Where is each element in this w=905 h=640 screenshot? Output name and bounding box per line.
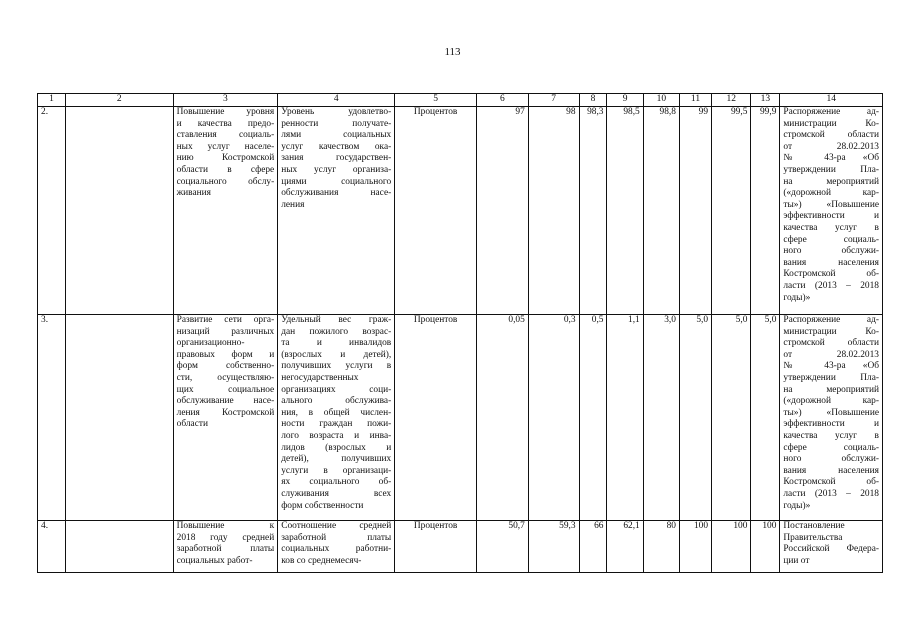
goal-text — [173, 315, 278, 521]
goal-text-line: щих социальное — [176, 384, 275, 395]
source-text-line: министрации Ко- — [783, 326, 879, 337]
column-2-cell — [65, 315, 173, 521]
source-text-line: качества услуг в — [783, 430, 879, 441]
goal-text-line: Повышение к — [176, 521, 275, 531]
source-text-line: ласти (2013 – 2018 — [783, 488, 879, 499]
indicator-text-line: детей), получивших — [281, 454, 392, 465]
goal-text-line: правовых форм и — [176, 349, 275, 360]
goal-text-line: ления Костромской — [176, 407, 275, 418]
indicator-text-line: услуг качеством ока- — [281, 141, 392, 152]
source-text-line: Российской Федера- — [783, 544, 879, 555]
value-cell: 62,1 — [607, 521, 643, 573]
value-cell: 100 — [679, 521, 711, 573]
source-text-line: («дорожной кар- — [783, 188, 879, 199]
unit-cell: Процентов — [395, 521, 477, 573]
column-number-12: 12 — [712, 94, 751, 107]
indicator-text-line: заработной платы — [281, 532, 392, 543]
column-number-7: 7 — [528, 94, 579, 107]
indicator-text-line: организациях соци- — [281, 384, 392, 395]
source-text-line: эффективности и — [783, 419, 879, 430]
source-text-line: стромской области — [783, 338, 879, 349]
column-number-9: 9 — [607, 94, 643, 107]
value-cell: 98,3 — [579, 107, 607, 315]
column-number-8: 8 — [579, 94, 607, 107]
source-text-line: министрации Ко- — [783, 118, 879, 129]
value-cell: 66 — [579, 521, 607, 573]
column-number-14: 14 — [780, 94, 883, 107]
source-text-line: от 28.02.2013 — [783, 141, 879, 152]
indicator-text-line: ях социального об- — [281, 477, 392, 488]
source-text-line: утверждении Пла- — [783, 164, 879, 175]
column-2-cell — [65, 107, 173, 315]
indicator-text-line: (взрослых и детей), — [281, 349, 392, 360]
row-number: 3. — [38, 315, 66, 521]
value-cell: 98,5 — [607, 107, 643, 315]
indicator-text-line: негосударственных — [281, 372, 359, 383]
indicator-text-line: ности граждан пожи- — [281, 419, 392, 430]
source-text-line: от 28.02.2013 — [783, 349, 879, 360]
goal-text-line: и качества предо- — [176, 118, 275, 129]
goal-text — [173, 521, 278, 573]
column-number-11: 11 — [679, 94, 711, 107]
value-cell: 5,0 — [712, 315, 751, 521]
column-2-cell — [65, 521, 173, 573]
source-text — [780, 521, 883, 573]
column-number-1: 1 — [38, 94, 66, 107]
source-text-line: качества услуг в — [783, 222, 879, 233]
source-text-line: Постановление — [783, 521, 845, 531]
value-cell: 97 — [477, 107, 529, 315]
value-cell: 59,3 — [528, 521, 579, 573]
value-cell: 50,7 — [477, 521, 529, 573]
table-row — [38, 521, 883, 573]
indicator-text-line: ния, в общей числен- — [281, 407, 392, 418]
goal-text-line: заработной платы — [176, 544, 275, 555]
source-text-line: эффективности и — [783, 211, 879, 222]
source-text-line: годы)» — [783, 292, 811, 303]
goal-text-line: ставления социаль- — [176, 130, 275, 141]
goal-text-line: социальных работ- — [176, 555, 253, 566]
indicator-text-line: Удельный вес граж- — [281, 315, 392, 325]
source-text-line: № 43-ра «Об — [783, 153, 879, 164]
value-cell: 5,0 — [679, 315, 711, 521]
column-number-row — [38, 94, 883, 107]
source-text-line: сфере социаль- — [783, 234, 879, 245]
row-number: 4. — [38, 521, 66, 573]
source-text-line: ного обслужи- — [783, 246, 879, 257]
value-cell: 3,0 — [643, 315, 679, 521]
source-text — [780, 315, 883, 521]
indicator-text-line: ренности получате- — [281, 118, 392, 129]
indicator-text-line: ков со среднемесяч- — [281, 555, 362, 566]
source-text-line: на мероприятий — [783, 384, 879, 395]
indicator-text-line: социальных работни- — [281, 544, 392, 555]
source-text-line: стромской области — [783, 130, 879, 141]
source-text-line: вания населения — [783, 257, 879, 268]
goal-text-line: низаций различных — [176, 326, 275, 337]
goal-text-line: области — [176, 419, 208, 430]
source-text-line: вания населения — [783, 465, 879, 476]
indicator-text-line: циями социального — [281, 176, 392, 187]
row-number: 2. — [38, 107, 66, 315]
source-text-line: утверждении Пла- — [783, 372, 879, 383]
indicator-text-line: та и инвалидов — [281, 338, 392, 349]
indicator-text-line: лидов (взрослых и — [281, 442, 392, 453]
indicator-text-line: получивших услуги в — [281, 361, 392, 372]
source-text-line: на мероприятий — [783, 176, 879, 187]
indicator-text — [278, 315, 395, 521]
indicator-text-line: ального обслужива- — [281, 396, 392, 407]
indicator-text-line: зания государствен- — [281, 153, 392, 164]
source-text-line: ного обслужи- — [783, 454, 879, 465]
value-cell: 99,9 — [751, 107, 780, 315]
value-cell: 98 — [528, 107, 579, 315]
indicator-text-line: ления — [281, 199, 305, 210]
indicator-text-line: форм собственности — [281, 500, 364, 511]
page-number: 113 — [444, 46, 461, 58]
value-cell: 0,5 — [579, 315, 607, 521]
source-text-line: № 43-ра «Об — [783, 361, 879, 372]
column-number-6: 6 — [477, 94, 529, 107]
source-text-line: ласти (2013 – 2018 — [783, 280, 879, 291]
value-cell: 5,0 — [751, 315, 780, 521]
goal-text-line: нию Костромской — [176, 153, 275, 164]
goal-text-line: области в сфере — [176, 164, 275, 175]
column-number-4: 4 — [278, 94, 395, 107]
column-number-3: 3 — [173, 94, 278, 107]
value-cell: 100 — [712, 521, 751, 573]
goal-text — [173, 107, 278, 315]
column-number-2: 2 — [65, 94, 173, 107]
value-cell: 1,1 — [607, 315, 643, 521]
indicator-text-line: Соотношение средней — [281, 521, 392, 531]
goal-text-line: 2018 году средней — [176, 532, 275, 543]
indicator-text — [278, 107, 395, 315]
column-number-5: 5 — [395, 94, 477, 107]
unit-cell: Процентов — [395, 107, 477, 315]
source-text-line: ты») «Повышение — [783, 407, 879, 418]
source-text-line: ты») «Повышение — [783, 199, 879, 210]
source-text-line: Костромской об- — [783, 477, 879, 488]
goal-text-line: социального обслу- — [176, 176, 275, 187]
value-cell: 0,3 — [528, 315, 579, 521]
value-cell: 99,5 — [712, 107, 751, 315]
indicator-text-line: Уровень удовлетво- — [281, 107, 392, 117]
source-text-line: («дорожной кар- — [783, 396, 879, 407]
source-text-line: Костромской об- — [783, 269, 879, 280]
indicator-text-line: ных услуг организа- — [281, 164, 392, 175]
value-cell: 80 — [643, 521, 679, 573]
value-cell: 0,05 — [477, 315, 529, 521]
indicator-text-line: дан пожилого возрас- — [281, 326, 392, 337]
source-text-line: ции от — [783, 555, 810, 566]
goal-text-line: обслуживание насе- — [176, 396, 275, 407]
goal-text-line: Развитие сети орга- — [176, 315, 275, 325]
source-text-line: Правительства — [783, 532, 843, 543]
indicator-text-line: обслуживания насе- — [281, 188, 392, 199]
goal-text-line: форм собственно- — [176, 361, 275, 372]
source-text-line: годы)» — [783, 500, 811, 511]
column-number-13: 13 — [751, 94, 780, 107]
source-text-line: Распоряжение ад- — [783, 315, 879, 325]
source-text — [780, 107, 883, 315]
source-text-line: Распоряжение ад- — [783, 107, 879, 117]
table-row — [38, 107, 883, 315]
indicator-text-line: служивания всех — [281, 488, 392, 499]
indicator-text-line: лями социальных — [281, 130, 392, 141]
column-number-10: 10 — [643, 94, 679, 107]
indicator-text — [278, 521, 395, 573]
value-cell: 100 — [751, 521, 780, 573]
value-cell: 98,8 — [643, 107, 679, 315]
goal-text-line: ных услуг населе- — [176, 141, 275, 152]
goal-text-line: живания — [176, 188, 211, 199]
indicator-text-line: лого возраста и инва- — [281, 430, 392, 441]
value-cell: 99 — [679, 107, 711, 315]
goal-text-line: организационно- — [176, 338, 245, 349]
table-row — [38, 315, 883, 521]
unit-cell: Процентов — [395, 315, 477, 521]
source-text-line: сфере социаль- — [783, 442, 879, 453]
goal-text-line: Повышение уровня — [176, 107, 275, 117]
goal-text-line: сти, осуществляю- — [176, 372, 275, 383]
indicator-text-line: услуги в организаци- — [281, 465, 392, 476]
indicators-table — [37, 93, 883, 573]
